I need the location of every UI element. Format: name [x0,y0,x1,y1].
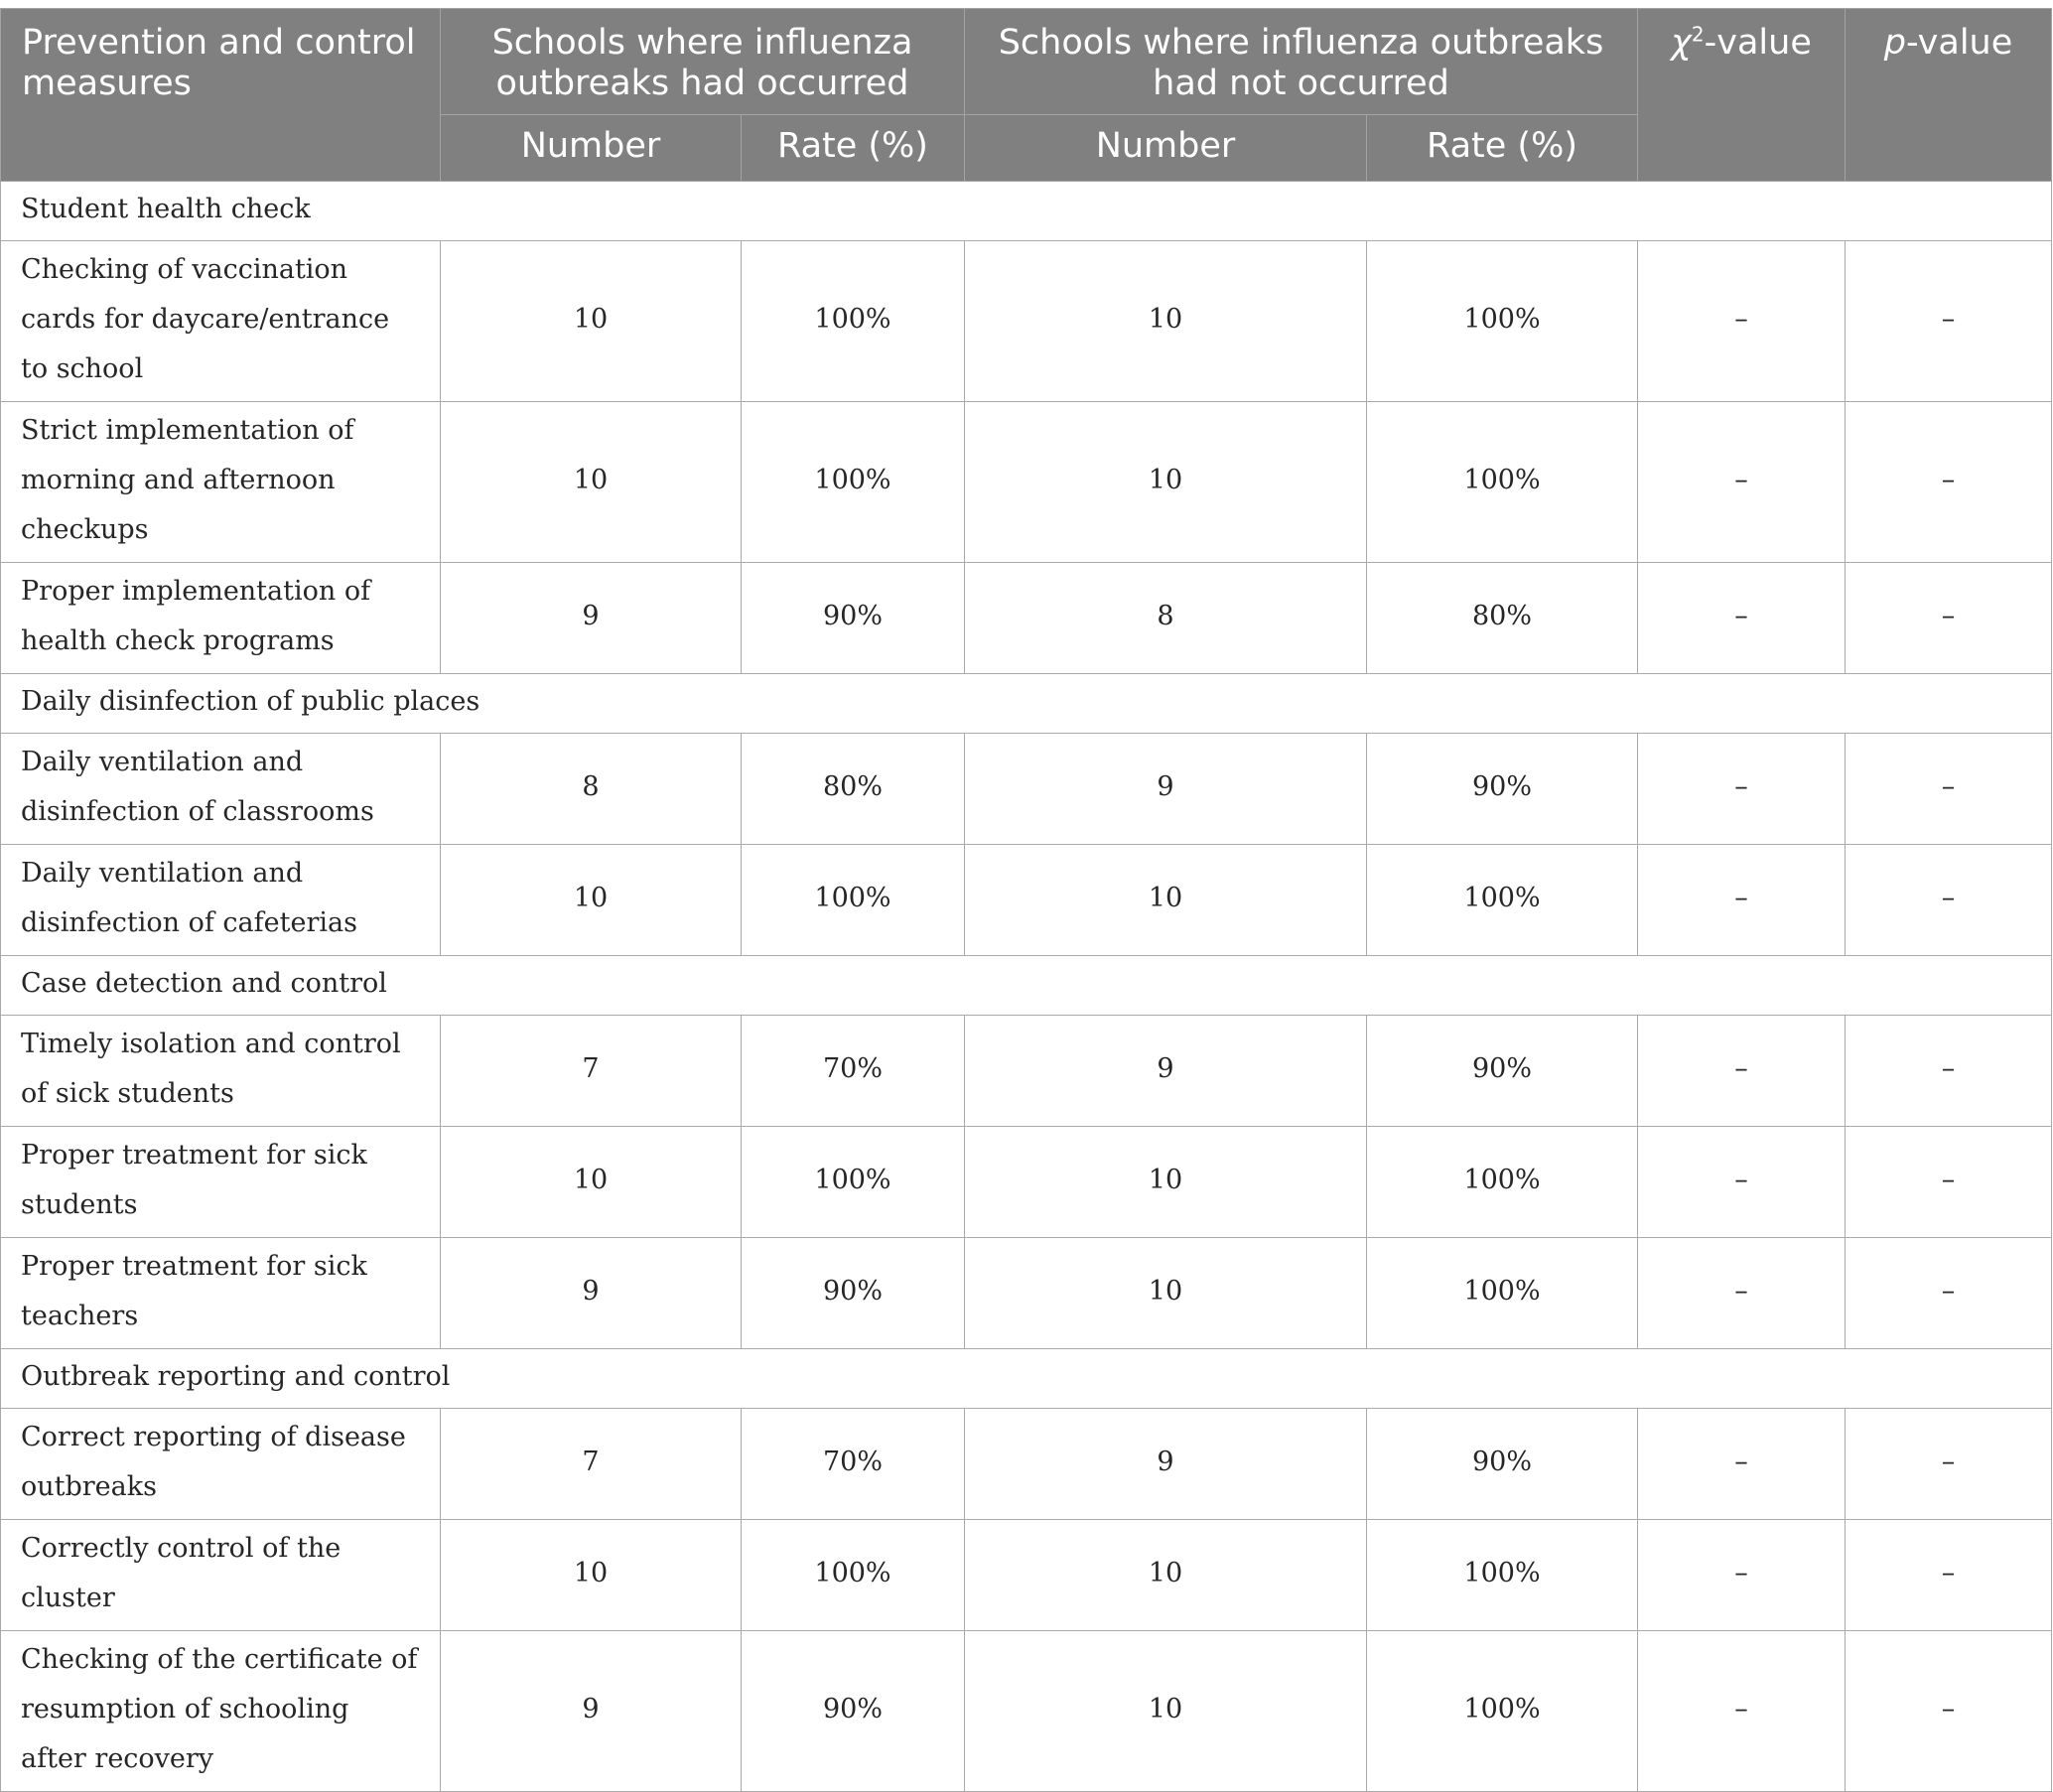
measure-cell: Strict implementation of morning and afternoon checkups [1,402,441,563]
rate-not-occurred-cell: 100% [1367,845,1638,956]
header-row-top [1,9,2052,115]
section-row [1,674,2052,734]
p-value-cell: – [1846,1127,2052,1238]
chi-square-cell: – [1638,1016,1846,1127]
number-not-occurred-cell: 10 [965,241,1367,402]
table-row [1,1127,2052,1238]
number-not-occurred-cell: 9 [965,734,1367,845]
rate-occurred-cell: 100% [742,402,965,563]
p-value-cell: – [1846,1520,2052,1631]
measure-cell: Timely isolation and control of sick students [1,1016,441,1127]
table-row [1,1520,2052,1631]
header-measure: Prevention and control measures [1,9,441,182]
number-occurred-cell: 10 [441,241,742,402]
header-group-occurred: Schools where influenza outbreaks had occurred [441,9,965,115]
measure-cell: Checking of the certificate of resumption of schooling after recovery [1,1631,441,1792]
chi-square-cell: – [1638,563,1846,674]
number-not-occurred-cell: 9 [965,1409,1367,1520]
chi-square-cell: – [1638,1631,1846,1792]
p-value-cell: – [1846,402,2052,563]
p-value-cell: – [1846,563,2052,674]
table-row [1,845,2052,956]
rate-not-occurred-cell: 100% [1367,1520,1638,1631]
section-row [1,182,2052,241]
measure-cell: Checking of vaccination cards for daycare/entrance to school [1,241,441,402]
number-not-occurred-cell: 10 [965,1238,1367,1349]
p-value-cell: – [1846,241,2052,402]
table-body [1,182,2052,1792]
header-chi-square [1638,9,1846,182]
p-value-cell: – [1846,1016,2052,1127]
rate-occurred-cell: 70% [742,1016,965,1127]
chi-square-cell: – [1638,402,1846,563]
chi-suffix: -value [1704,23,1812,63]
table-header [1,9,2052,182]
table-row [1,402,2052,563]
rate-occurred-cell: 90% [742,1238,965,1349]
number-occurred-cell: 10 [441,1520,742,1631]
prevention-measures-table [0,8,2052,1792]
header-rate-not-occurred: Rate (%) [1367,115,1638,182]
number-occurred-cell: 8 [441,734,742,845]
measure-cell: Daily ventilation and disinfection of cafeterias [1,845,441,956]
rate-not-occurred-cell: 100% [1367,1238,1638,1349]
table-row [1,1238,2052,1349]
measure-cell: Proper treatment for sick teachers [1,1238,441,1349]
chi-square-cell: – [1638,1409,1846,1520]
number-occurred-cell: 9 [441,563,742,674]
rate-occurred-cell: 90% [742,1631,965,1792]
number-not-occurred-cell: 10 [965,1520,1367,1631]
rate-occurred-cell: 90% [742,563,965,674]
number-occurred-cell: 9 [441,1238,742,1349]
p-value-cell: – [1846,1238,2052,1349]
table-row [1,1631,2052,1792]
number-not-occurred-cell: 10 [965,402,1367,563]
rate-occurred-cell: 100% [742,241,965,402]
number-occurred-cell: 7 [441,1016,742,1127]
chi-square-cell: – [1638,241,1846,402]
rate-occurred-cell: 70% [742,1409,965,1520]
section-title: Outbreak reporting and control [1,1349,2052,1409]
table-row [1,1409,2052,1520]
p-suffix: -value [1905,23,2013,63]
header-rate-occurred: Rate (%) [742,115,965,182]
section-row [1,956,2052,1016]
p-symbol: p [1883,23,1906,63]
measure-cell: Correctly control of the cluster [1,1520,441,1631]
rate-not-occurred-cell: 80% [1367,563,1638,674]
number-not-occurred-cell: 10 [965,1127,1367,1238]
chi-square-cell: – [1638,1127,1846,1238]
p-value-cell: – [1846,734,2052,845]
header-group-not-occurred: Schools where influenza outbreaks had not occurred [965,9,1638,115]
number-not-occurred-cell: 10 [965,845,1367,956]
measure-cell: Correct reporting of disease outbreaks [1,1409,441,1520]
rate-occurred-cell: 80% [742,734,965,845]
rate-not-occurred-cell: 100% [1367,1631,1638,1792]
table-row [1,241,2052,402]
chi-square-cell: – [1638,1520,1846,1631]
header-p-value [1846,9,2052,182]
rate-not-occurred-cell: 100% [1367,402,1638,563]
rate-not-occurred-cell: 100% [1367,1127,1638,1238]
chi-square-cell: – [1638,1238,1846,1349]
table-row [1,563,2052,674]
measure-cell: Proper treatment for sick students [1,1127,441,1238]
measure-cell: Proper implementation of health check programs [1,563,441,674]
number-occurred-cell: 10 [441,845,742,956]
chi-square-cell: – [1638,734,1846,845]
number-occurred-cell: 10 [441,402,742,563]
measure-cell: Daily ventilation and disinfection of classrooms [1,734,441,845]
section-title: Student health check [1,182,2052,241]
rate-occurred-cell: 100% [742,845,965,956]
rate-occurred-cell: 100% [742,1520,965,1631]
rate-not-occurred-cell: 100% [1367,241,1638,402]
rate-occurred-cell: 100% [742,1127,965,1238]
section-row [1,1349,2052,1409]
header-number-occurred: Number [441,115,742,182]
table-row [1,734,2052,845]
p-value-cell: – [1846,845,2052,956]
number-occurred-cell: 7 [441,1409,742,1520]
rate-not-occurred-cell: 90% [1367,1016,1638,1127]
number-not-occurred-cell: 9 [965,1016,1367,1127]
number-occurred-cell: 10 [441,1127,742,1238]
p-value-cell: – [1846,1631,2052,1792]
table-row [1,1016,2052,1127]
chi-square-cell: – [1638,845,1846,956]
p-value-cell: – [1846,1409,2052,1520]
rate-not-occurred-cell: 90% [1367,1409,1638,1520]
number-not-occurred-cell: 8 [965,563,1367,674]
number-occurred-cell: 9 [441,1631,742,1792]
section-title: Daily disinfection of public places [1,674,2052,734]
section-title: Case detection and control [1,956,2052,1016]
number-not-occurred-cell: 10 [965,1631,1367,1792]
rate-not-occurred-cell: 90% [1367,734,1638,845]
chi-symbol: χ [1671,23,1692,63]
chi-superscript: 2 [1691,22,1705,47]
header-number-not-occurred: Number [965,115,1367,182]
